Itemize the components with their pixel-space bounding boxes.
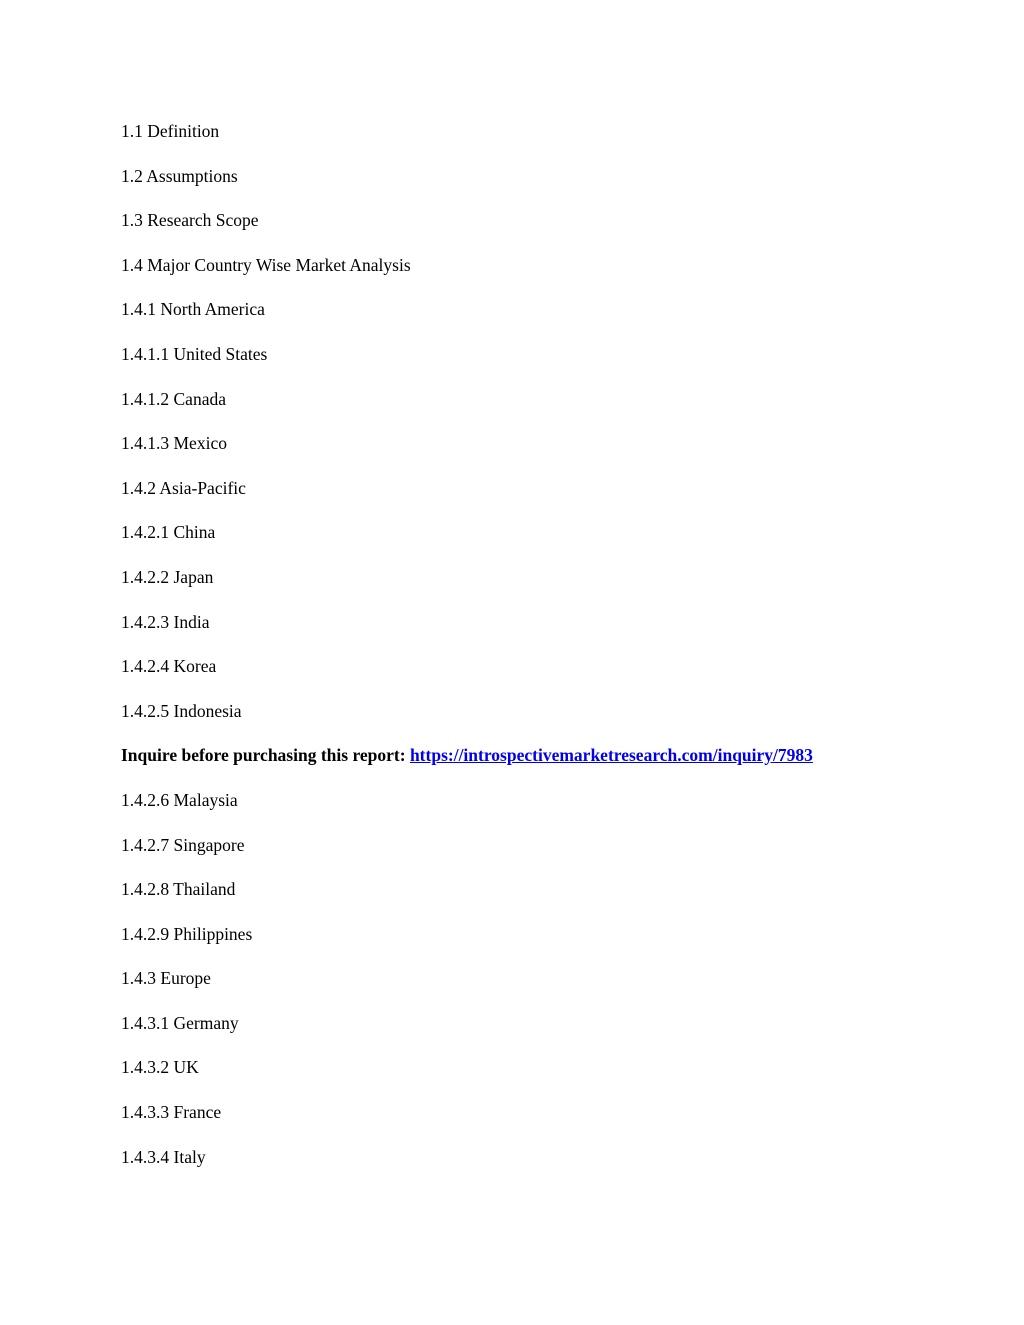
- toc-entry: 1.4.2 Asia-Pacific: [121, 477, 246, 498]
- toc-entry: 1.4.3.3 France: [121, 1102, 222, 1123]
- toc-entry: 1.4.2.7 Singapore: [121, 834, 245, 855]
- toc-entry: 1.4.3.2 UK: [121, 1057, 199, 1078]
- toc-entry: 1.3 Research Scope: [121, 210, 259, 231]
- toc-entry: 1.4.2.4 Korea: [121, 656, 217, 677]
- toc-entry: 1.2 Assumptions: [121, 165, 238, 186]
- toc-entry: 1.4.3.4 Italy: [121, 1146, 206, 1167]
- table-of-contents: [121, 120, 813, 1190]
- toc-entry: 1.4.3.1 Germany: [121, 1012, 239, 1033]
- inquiry-label: Inquire before purchasing this report:: [121, 745, 410, 766]
- toc-entry: 1.4.3 Europe: [121, 968, 211, 989]
- toc-entry: 1.4.2.8 Thailand: [121, 879, 236, 900]
- inquiry-line: [121, 744, 813, 789]
- toc-entry: 1.4.2.5 Indonesia: [121, 700, 242, 721]
- toc-entry: 1.1 Definition: [121, 121, 220, 141]
- toc-entry: 1.4.2.6 Malaysia: [121, 789, 238, 810]
- toc-entry: 1.4.1.1 United States: [121, 343, 268, 364]
- toc-entry: 1.4.1 North America: [121, 299, 265, 320]
- toc-entry: 1.4.1.3 Mexico: [121, 433, 227, 454]
- toc-entry: 1.4.2.2 Japan: [121, 566, 214, 587]
- toc-entry: 1.4.2.1 China: [121, 522, 216, 543]
- toc-entry: 1.4.1.2 Canada: [121, 388, 226, 409]
- toc-entry: 1.4 Major Country Wise Market Analysis: [121, 254, 411, 275]
- toc-entry: 1.4.2.9 Philippines: [121, 923, 253, 944]
- inquiry-link[interactable]: https://introspectivemarketresearch.com/inquiry/7983: [409, 745, 813, 766]
- toc-entry: 1.4.2.3 India: [121, 611, 210, 632]
